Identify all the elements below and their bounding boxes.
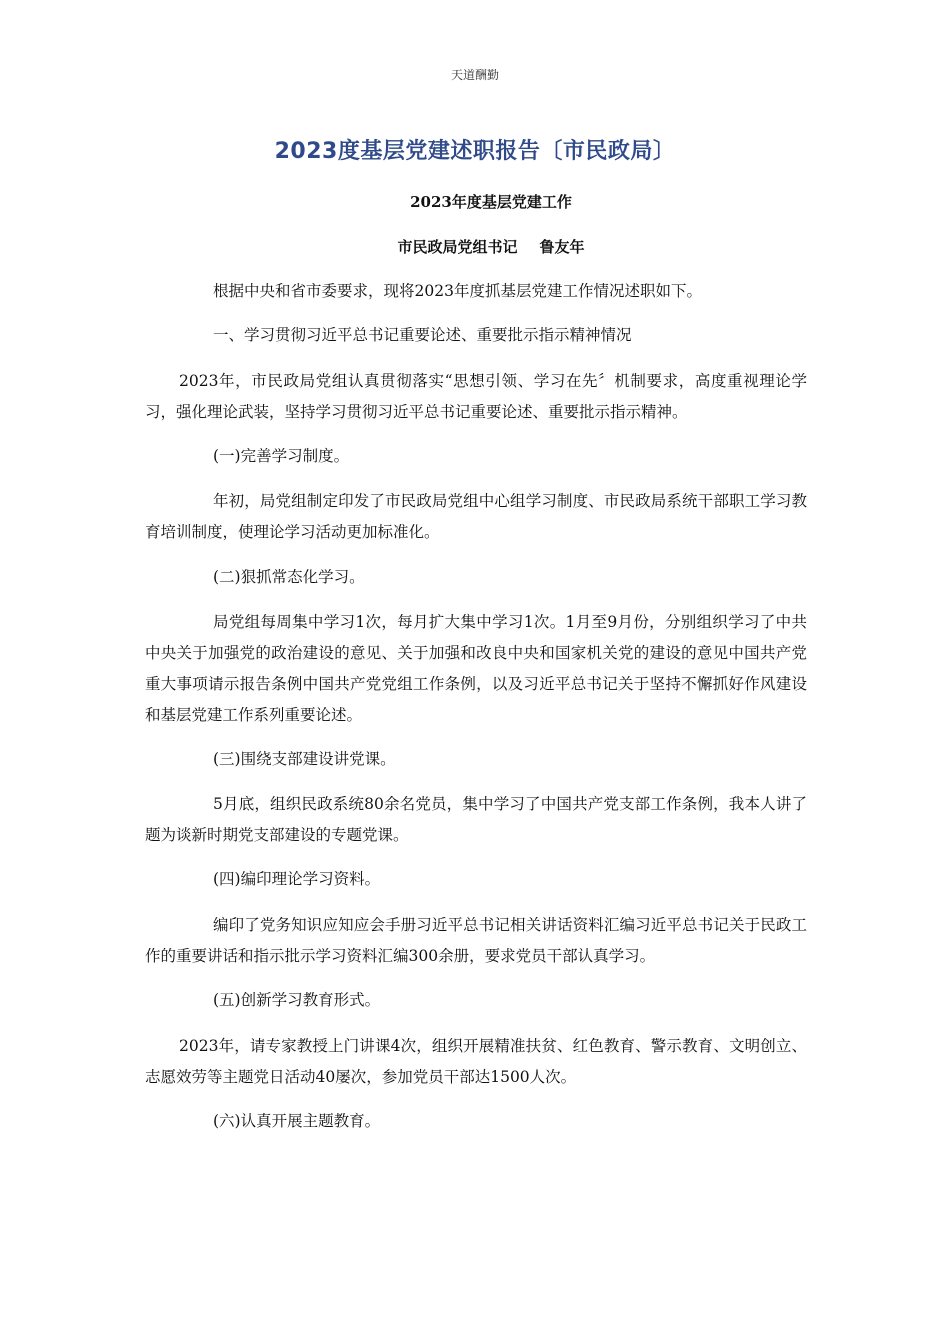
paragraph: 2023年，市民政局党组认真贯彻落实“思想引领、学习在先〞机制要求，高度重视理论学习，强化理论武装，坚持学习贯彻习近平总书记重要论述、重要批示指示精神。 [145, 372, 807, 421]
document-subtitle: 2023年度基层党建工作 [410, 193, 572, 211]
document-title: 2023度基层党建述职报告〔市民政局〕 [274, 139, 676, 164]
author-line [0, 236, 950, 257]
subsection-heading: (一)完善学习制度。 [213, 447, 350, 465]
subsection-heading: (三)围绕支部建设讲党课。 [213, 750, 396, 768]
subsection-heading: (六)认真开展主题教育。 [213, 1112, 381, 1130]
author-position: 市民政局党组书记 [397, 238, 518, 256]
paragraph: 5月底，组织民政系统80余名党员，集中学习了中国共产党支部工作条例，我本人讲了题为谈新时期党支部建设的专题党课。 [145, 795, 807, 844]
paragraph-intro: 根据中央和省市委要求，现将2023年度抓基层党建工作情况述职如下。 [213, 282, 702, 300]
subsection-heading: (四)编印理论学习资料。 [213, 870, 381, 888]
section-heading-1: 一、学习贯彻习近平总书记重要论述、重要批示指示精神情况 [213, 326, 632, 344]
paragraph: 年初，局党组制定印发了市民政局党组中心组学习制度、市民政局系统干部职工学习教育培训制度，使理论学习活动更加标准化。 [145, 492, 807, 541]
subsection-heading: (五)创新学习教育形式。 [213, 991, 381, 1009]
paragraph: 编印了党务知识应知应会手册习近平总书记相关讲话资料汇编习近平总书记关于民政工作的重要讲话和指示批示学习资料汇编300余册，要求党员干部认真学习。 [145, 916, 807, 965]
author-name: 鲁友年 [539, 238, 585, 256]
paragraph: 局党组每周集中学习1次，每月扩大集中学习1次。1月至9月份，分别组织学习了中共中央关于加强党的政治建设的意见、关于加强和改良中央和国家机关党的建设的意见中国共产党重大事项请示报告条例中国共产党党组工作条例，以及习近平总书记关于坚持不懈抓好作风建设和基层党建工作系列重要论述。 [145, 613, 807, 724]
subsection-heading: (二)狠抓常态化学习。 [213, 568, 365, 586]
page-header: 天道酬勤 [450, 68, 499, 82]
paragraph: 2023年，请专家教授上门讲课4次，组织开展精准扶贫、红色教育、警示教育、文明创立、志愿效劳等主题党日活动40屡次，参加党员干部达1500人次。 [145, 1037, 807, 1086]
